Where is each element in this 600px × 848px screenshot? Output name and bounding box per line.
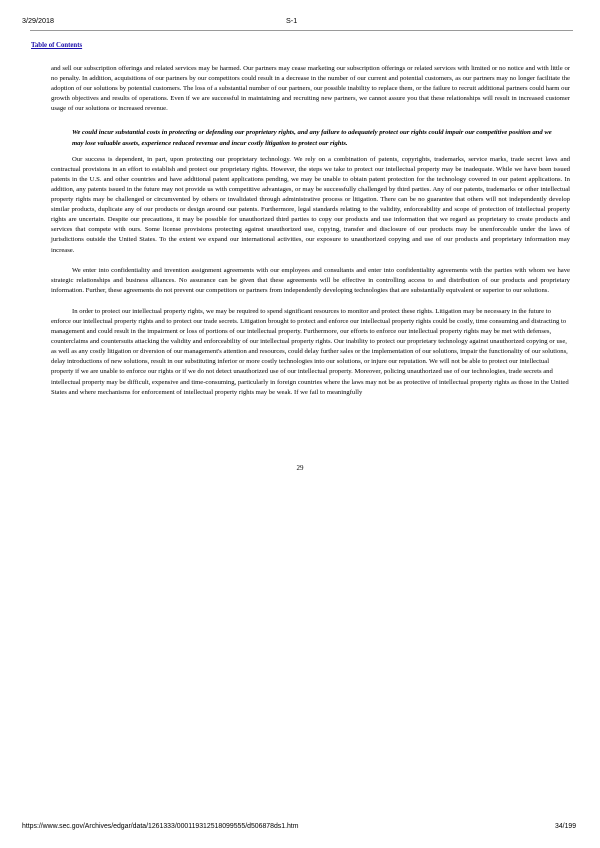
footer-url: https://www.sec.gov/Archives/edgar/data/1261333/000119312518099555/d506878ds1.htm (22, 823, 299, 830)
document-title: S-1 (286, 16, 298, 25)
paragraph-proprietary-technology: Our success is dependent, in part, upon protecting our proprietary technology. We rely on a combination of patents, copyrights, trademarks, service marks, trade secret laws and contractual provisions in an effort to establish and protect our proprietary rights. However, the steps we take to protect our intellectual property may be inadequate. While we have been issued patents in the U.S. and other countries and have additional patent applications pending, we may be unable to obtain patent protection for the technology covered in our patent applications. In addition, any patents issued in the future may not provide us with competitive advantages, or may be successfully challenged by third parties. Any of our patents, trademarks or other intellectual property rights may be challenged or circumvented by others or invalidated through administrative process or litigation. There can be no guarantee that others will not independently develop similar products, duplicate any of our products or design around our patents. Furthermore, legal standards relating to the validity, enforceability and scope of protection of intellectual property rights are uncertain. Despite our precautions, it may be possible for unauthorized third parties to copy our products and use information that we regard as proprietary to create products and services that compete with ours. Some license provisions protecting against unauthorized use, copying, transfer and disclosure of our products may be unenforceable under the laws of jurisdictions outside the United States. To the extent we expand our international activities, our exposure to unauthorized copying and use of our products and proprietary information may increase. (51, 155, 570, 254)
footer-page-count: 34/199 (555, 823, 577, 830)
paragraph-protect-ip-rights: In order to protect our intellectual property rights, we may be required to spend significant resources to monitor and protect these rights. Litigation may be necessary in the future to enforce our intellectual property rights and to protect our trade secrets. Litigation brought to protect and enforce our intellectual property rights could be costly, time consuming and distracting to management and could result in the impairment or loss of portions of our intellectual property. Furthermore, our efforts to enforce our intellectual property rights may be met with defenses, counterclaims and countersuits attacking the validity and enforceability of our intellectual property rights. Our inability to protect our proprietary technology against unauthorized copying or use, as well as any costly litigation or diversion of our management's attention and resources, could delay further sales or the implementation of our solutions, impair the functionality of our solutions, delay introductions of new solutions, result in our substituting inferior or more costly technologies into our solutions, or injure our reputation. We will not be able to protect our intellectual property if we are unable to enforce our rights or if we do not detect unauthorized use of our intellectual property. Moreover, policing unauthorized use of our technologies, trade secrets and intellectual property may be difficult, expensive and time-consuming, particularly in foreign countries where the laws may not be as protective of intellectual property rights as those in the United States and where mechanisms for enforcement of intellectual property rights may be weak. If we fail to meaningfully (51, 307, 569, 396)
print-date: 3/29/2018 (22, 16, 54, 25)
document-body (51, 64, 570, 408)
paragraph-confidentiality-agreements: We enter into confidentiality and invention assignment agreements with our employees and consultants and enter into confidentiality agreements with the parties with whom we have strategic relationships and business alliances. No assurance can be given that these agreements will be effective in controlling access to and distribution of our products and proprietary information. Further, these agreements do not prevent our competitors or partners from independently developing technologies that are substantially equivalent or superior to our solutions. (51, 267, 570, 295)
table-of-contents-link[interactable]: Table of Contents (31, 42, 83, 49)
risk-factor-heading: We could incur substantial costs in protecting or defending our proprietary rights, and any failure to adequately protect our rights could impair our competitive position and we may lose valuable assets, experience reduced revenue and incur costly litigation to protect our rights. (72, 129, 552, 147)
page-number: 29 (296, 464, 304, 472)
paragraph-partners-continued: and sell our subscription offerings and related services may be harmed. Our partners may cease marketing our subscription offerings or related services with limited or no notice and with little or no penalty. In addition, acquisitions of our partners by our competitors could result in a decrease in the number of our current and potential customers, as our partners may no longer facilitate the adoption of our solutions by potential customers. The loss of a substantial number of our partners, our possible inability to replace them, or the failure to recruit additional partners could harm our growth objectives and results of operations. Even if we are successful in maintaining and recruiting new partners, we cannot assure you that these relationships will result in increased customer usage of our solutions or increased revenue. (51, 65, 570, 113)
header-divider (30, 30, 573, 31)
